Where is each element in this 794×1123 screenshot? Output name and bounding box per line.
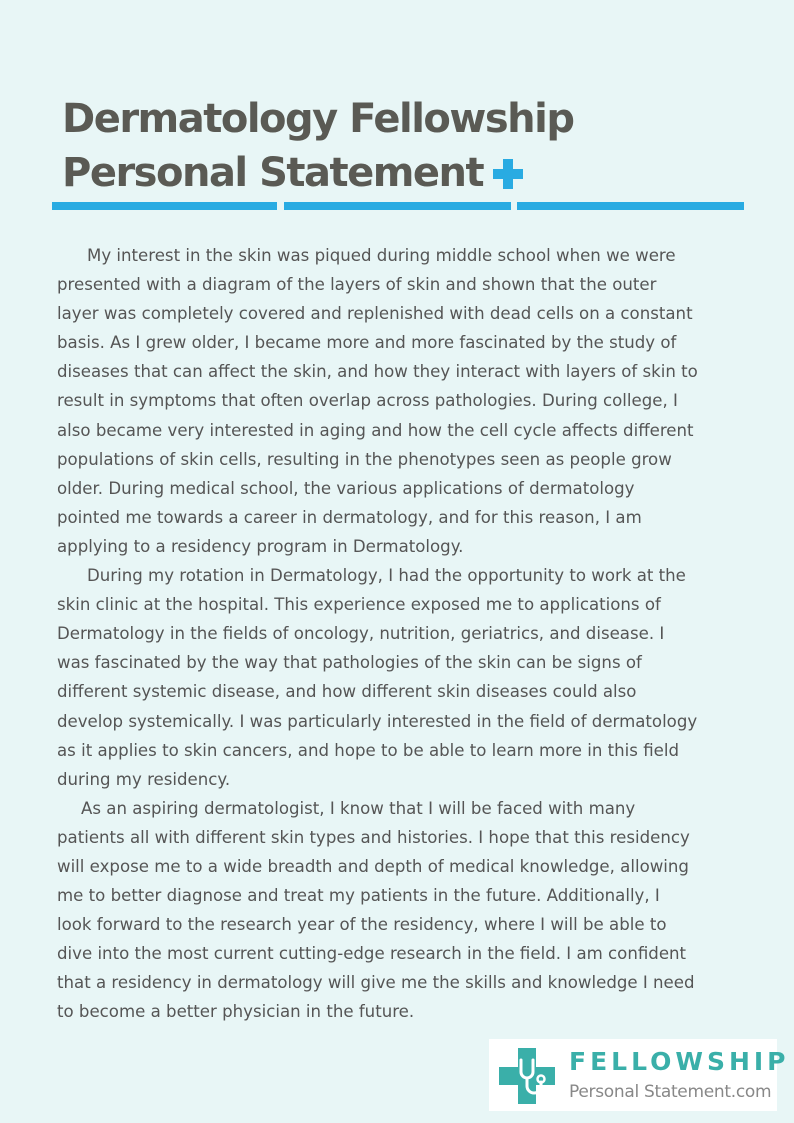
text-line: My interest in the skin was piqued during middle school when we were (87, 246, 676, 265)
text-line: older. During medical school, the various applications of dermatology (57, 478, 635, 498)
text-line: basis. As I grew older, I became more and more fascinated by the study of (57, 333, 677, 353)
plus-icon (493, 159, 523, 189)
text-line: during my residency. (57, 769, 231, 789)
divider-segment (284, 202, 511, 210)
text-line: Dermatology in the fields of oncology, nutrition, geriatrics, and disease. I (57, 624, 665, 644)
text-line: skin clinic at the hospital. This experience exposed me to applications of (57, 595, 661, 615)
text-line: diseases that can affect the skin, and how they interact with layers of skin to (57, 362, 698, 382)
text-line: was fascinated by the way that pathologies of the skin can be signs of (57, 653, 642, 673)
text-line: dive into the most current cutting-edge research in the field. I am confident (57, 944, 687, 964)
logo-title: FELLOWSHIP (569, 1047, 790, 1076)
text-line: layer was completely covered and replenished with dead cells on a constant (57, 304, 693, 324)
text-line: During my rotation in Dermatology, I had the opportunity to work at the (87, 566, 686, 586)
text-line: will expose me to a wide breadth and depth of medical knowledge, allowing (57, 856, 689, 876)
text-line: me to better diagnose and treat my patients in the future. Additionally, I (57, 886, 660, 906)
page-title-text: Dermatology Fellowship Personal Statement (62, 96, 574, 196)
divider-segment (52, 202, 277, 210)
text-line: that a residency in dermatology will give me the skills and knowledge I need (57, 973, 695, 993)
divider-segment (517, 202, 744, 210)
text-line: presented with a diagram of the layers of skin and shown that the outer (57, 275, 657, 295)
text-line: develop systemically. I was particularly interested in the field of dermatology (57, 711, 698, 731)
text-line: to become a better physician in the future. (57, 1002, 415, 1022)
text-line: patients all with different skin types and histories. I hope that this residency (57, 827, 690, 847)
text-line: populations of skin cells, resulting in the phenotypes seen as people grow (57, 449, 672, 469)
text-line: As an aspiring dermatologist, I know that I will be faced with many (81, 798, 636, 818)
logo-subtitle: Personal Statement.com (569, 1082, 772, 1102)
page-title (62, 92, 762, 200)
text-line: also became very interested in aging and how the cell cycle affects different (57, 420, 694, 440)
statement-body (57, 241, 743, 1027)
text-line: applying to a residency program in Dermatology. (57, 536, 464, 556)
text-line: as it applies to skin cancers, and hope to be able to learn more in this field (57, 740, 679, 760)
text-line: look forward to the research year of the residency, where I will be able to (57, 915, 667, 935)
brand-logo (489, 1039, 790, 1111)
text-line: pointed me towards a career in dermatology, and for this reason, I am (57, 507, 642, 527)
text-line: different systemic disease, and how different skin diseases could also (57, 682, 637, 702)
text-line: result in symptoms that often overlap across pathologies. During college, I (57, 391, 678, 411)
medical-cross-stethoscope-icon (497, 1046, 557, 1106)
